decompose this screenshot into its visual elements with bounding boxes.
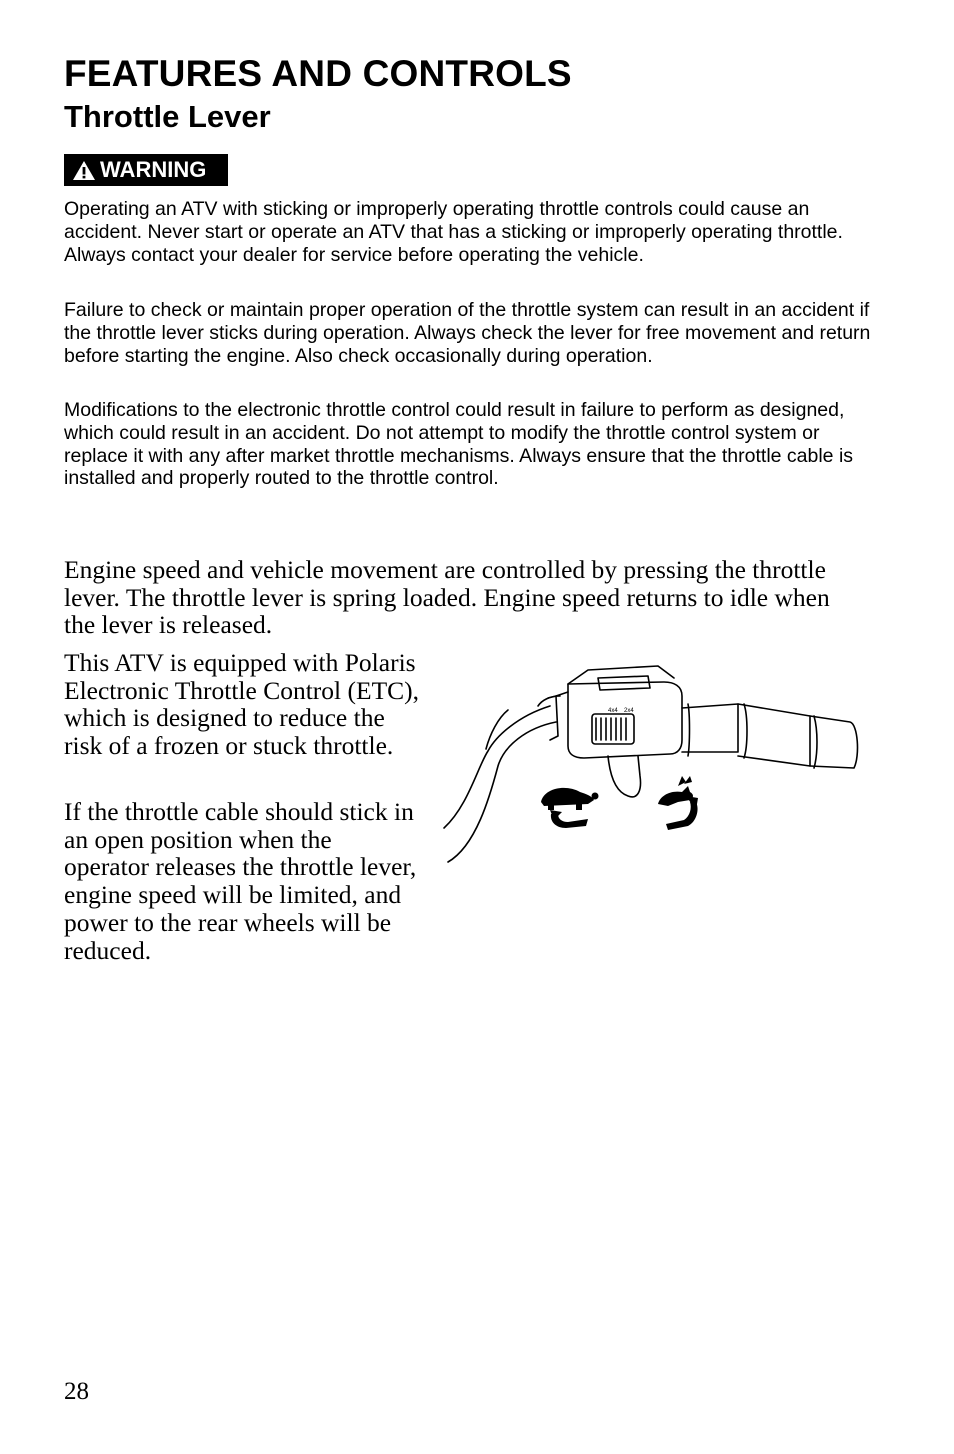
stick-paragraph: If the throttle cable should stick in an open position when the operator releases the throttle lever, engine speed will be limited, and power to the rear wheels will be reduced.	[64, 797, 417, 965]
turtle-icon	[541, 788, 599, 810]
switch-label-2x4: 2x4	[624, 708, 634, 714]
warning-triangle-icon	[72, 160, 96, 181]
etc-paragraph: This ATV is equipped with Polaris Electronic Throttle Control (ETC), which is designed to reduce the risk of a frozen or stuck throttle.	[64, 648, 420, 761]
rotate-arrow-icon	[550, 810, 588, 828]
warning-badge	[64, 154, 228, 186]
subsection-title: Throttle Lever	[64, 99, 271, 134]
intro-paragraph: Engine speed and vehicle movement are controlled by pressing the throttle lever. The throttle lever is spring loaded. Engine speed returns to idle when the lever is released.	[64, 555, 830, 640]
warning-label: WARNING	[100, 157, 207, 182]
section-title: FEATURES AND CONTROLS	[64, 53, 572, 94]
throttle-illustration	[438, 656, 868, 876]
warning-paragraph-2: Failure to check or maintain proper operation of the throttle system can result in an accident if the throttle lever sticks during operation. Always check the lever for free movement and return before starting the engine. Also check occasionally during operation.	[64, 299, 871, 367]
rabbit-icon	[658, 776, 693, 806]
page-number: 28	[64, 1378, 89, 1405]
switch-label-4x4: 4x4	[608, 708, 618, 714]
warning-paragraph-1: Operating an ATV with sticking or improperly operating throttle controls could cause an accident. Never start or operate an ATV that has a sticking or improperly operating throttle. Always contact your dealer for service before operating the vehicle.	[64, 198, 843, 266]
warning-paragraph-3: Modifications to the electronic throttle control could result in failure to perform as designed, which could result in an accident. Do not attempt to modify the throttle control system or replace it with any after market throttle mechanisms. Always ensure that the throttle cable is installed and properly routed to the throttle control.	[64, 399, 854, 490]
